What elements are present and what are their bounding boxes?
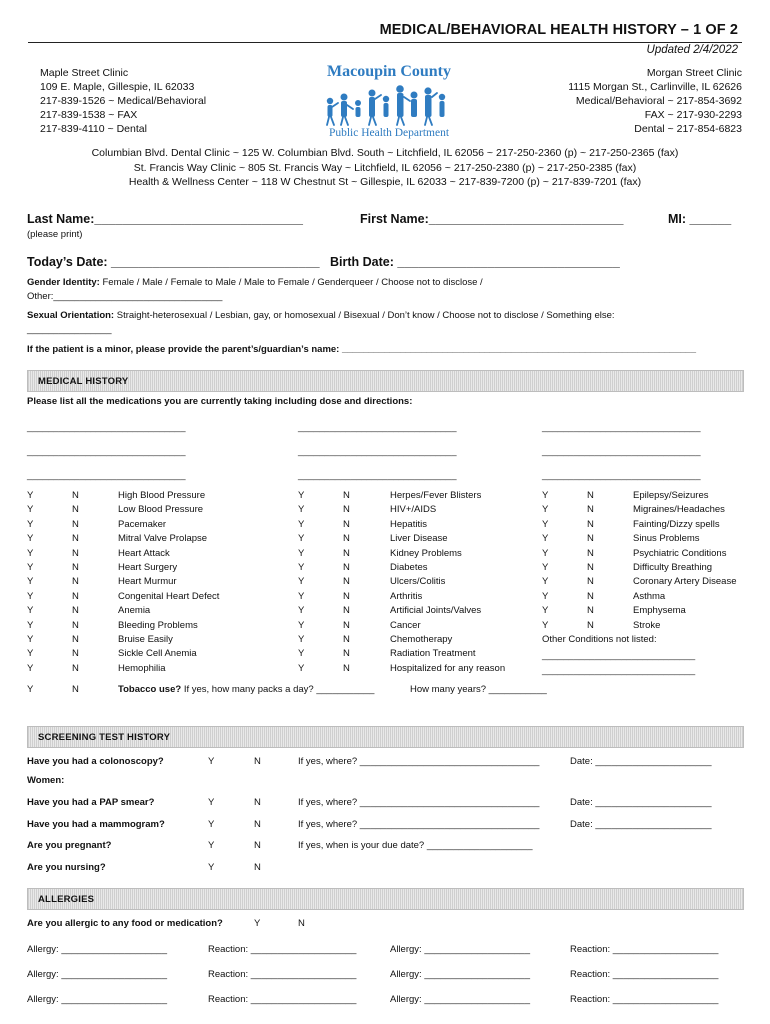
yes-option[interactable]: Y <box>298 619 305 631</box>
clinic-right-line: 1115 Morgan St., Carlinville, IL 62626 <box>568 81 742 93</box>
colonoscopy-yes[interactable]: Y <box>208 756 215 767</box>
no-option[interactable]: N <box>343 590 350 602</box>
yes-option[interactable]: Y <box>298 533 305 545</box>
medication-line[interactable]: ______________________________ <box>27 446 186 457</box>
allergy-field[interactable]: Allergy: ____________________ <box>390 969 530 980</box>
yes-option[interactable]: Y <box>298 605 305 617</box>
no-option[interactable]: N <box>587 518 594 530</box>
screening-history-header <box>27 726 744 748</box>
yes-option[interactable]: Y <box>542 518 549 530</box>
mammogram-date-field[interactable]: Date: ______________________ <box>570 819 712 830</box>
reaction-field[interactable]: Reaction: ____________________ <box>208 944 357 955</box>
logo-title: Macoupin County <box>326 63 452 80</box>
gender-options[interactable]: Female / Male / Female to Male / Male to Female / Genderqueer / Choose not to disclose / <box>102 277 483 288</box>
clinic-left-line: 217-839-1526 ~ Medical/Behavioral <box>40 95 207 107</box>
clinic-left-line: 217-839-4110 ~ Dental <box>40 123 147 135</box>
orientation-label: Sexual Orientation: <box>27 310 115 321</box>
no-option[interactable]: N <box>343 490 350 501</box>
women-label: Women: <box>27 775 65 786</box>
no-column-1 <box>72 489 79 676</box>
no-option[interactable]: N <box>343 648 350 660</box>
condition-label: Hemophilia <box>118 662 166 674</box>
reaction-field[interactable]: Reaction: ____________________ <box>208 969 357 980</box>
no-option[interactable]: N <box>587 619 594 631</box>
yes-option[interactable]: Y <box>542 605 549 617</box>
yes-option[interactable]: Y <box>27 562 34 574</box>
no-option[interactable]: N <box>72 619 79 631</box>
mammogram-no[interactable]: N <box>254 819 261 830</box>
yes-option[interactable]: Y <box>542 562 549 574</box>
medication-line[interactable]: ______________________________ <box>542 422 701 433</box>
clinic-right-line: Morgan Street Clinic <box>646 67 742 79</box>
gender-identity <box>27 277 483 288</box>
tobacco-packs-field[interactable]: If yes, how many packs a day? ___________ <box>183 684 375 695</box>
clinic-line: Columbian Blvd. Dental Clinic ~ 125 W. Columbian Blvd. South ~ Litchfield, IL 62056 ~ 217-250-2360 (p) ~ 217-250-2365 (fax) <box>91 147 679 159</box>
clinic-left <box>40 66 206 136</box>
pap-question: Have you had a PAP smear? <box>27 797 155 808</box>
conditions-column-3 <box>633 489 736 633</box>
yes-option[interactable]: Y <box>542 547 549 559</box>
medication-line[interactable]: ______________________________ <box>298 446 457 457</box>
condition-label: Emphysema <box>633 605 686 617</box>
form-title: MEDICAL/BEHAVIORAL HEALTH HISTORY – 1 OF 2 <box>379 22 738 38</box>
yes-column-1 <box>27 489 33 676</box>
no-option[interactable]: N <box>343 619 350 631</box>
allergic-question: Are you allergic to any food or medication? <box>27 918 223 929</box>
no-option[interactable]: N <box>587 547 594 559</box>
medical-history-title: MEDICAL HISTORY <box>38 376 129 387</box>
yes-option[interactable]: Y <box>27 605 34 617</box>
tobacco-label: Tobacco use? <box>118 684 182 695</box>
yes-option[interactable]: Y <box>542 490 549 501</box>
condition-label: Bleeding Problems <box>118 619 198 631</box>
tobacco-no[interactable]: N <box>72 684 79 695</box>
screening-history-title: SCREENING TEST HISTORY <box>38 732 171 743</box>
condition-label: Liver Disease <box>390 533 448 545</box>
yes-option[interactable]: Y <box>298 562 305 574</box>
no-option[interactable]: N <box>587 562 594 574</box>
no-option[interactable]: N <box>343 605 350 617</box>
clinic-left-line: Maple Street Clinic <box>40 67 129 79</box>
mi-field[interactable]: MI: ______ <box>668 212 732 226</box>
sexual-orientation <box>27 310 615 321</box>
yes-option[interactable]: Y <box>542 533 549 545</box>
first-name-field[interactable]: First Name:____________________________ <box>360 212 624 226</box>
no-option[interactable]: N <box>72 662 79 674</box>
medication-line[interactable]: ______________________________ <box>542 446 701 457</box>
condition-label: High Blood Pressure <box>118 490 206 501</box>
no-option[interactable]: N <box>343 562 350 574</box>
no-option[interactable]: N <box>72 576 79 588</box>
other-clinics <box>0 146 770 190</box>
no-option[interactable]: N <box>72 605 79 617</box>
condition-label: Anemia <box>118 605 151 617</box>
condition-label: Coronary Artery Disease <box>633 576 737 588</box>
reaction-field[interactable]: Reaction: ____________________ <box>570 944 719 955</box>
medication-line[interactable]: ______________________________ <box>298 422 457 433</box>
guardian-name-field[interactable]: If the patient is a minor, please provide the parent’s/guardian’s name: ___________________________________________________________________ <box>27 344 696 355</box>
colonoscopy-date-field[interactable]: Date: ______________________ <box>570 756 712 767</box>
condition-label: Migraines/Headaches <box>633 504 725 516</box>
reaction-field[interactable]: Reaction: ____________________ <box>570 994 719 1005</box>
clinic-left-line: 217-839-1538 ~ FAX <box>40 109 138 121</box>
clinic-right-line: Medical/Behavioral ~ 217-854-3692 <box>575 95 742 107</box>
condition-label: Kidney Problems <box>390 547 462 559</box>
mammogram-question: Have you had a mammogram? <box>27 819 165 830</box>
yes-option[interactable]: Y <box>27 576 34 588</box>
no-option[interactable]: N <box>72 533 79 545</box>
no-option[interactable]: N <box>343 662 350 674</box>
allergies-header <box>27 888 744 910</box>
condition-label: Psychiatric Conditions <box>633 547 727 559</box>
colonoscopy-no[interactable]: N <box>254 756 261 767</box>
mammogram-where-field[interactable]: If yes, where? __________________________________ <box>298 819 540 830</box>
yes-column-3 <box>542 489 548 633</box>
colonoscopy-question: Have you had a colonoscopy? <box>27 756 164 767</box>
clinic-right-line: Dental ~ 217-854-6823 <box>634 123 742 135</box>
yes-option[interactable]: Y <box>542 619 549 631</box>
due-date-field[interactable]: If yes, when is your due date? ____________________ <box>298 840 533 851</box>
no-option[interactable]: N <box>343 533 350 545</box>
condition-label: Bruise Easily <box>118 634 173 646</box>
macoupin-logo <box>314 63 464 143</box>
medication-line[interactable]: ______________________________ <box>27 470 186 481</box>
yes-column-2 <box>298 489 304 676</box>
tobacco-question <box>118 683 374 697</box>
yes-option[interactable]: Y <box>27 619 34 631</box>
condition-label: Radiation Treatment <box>390 648 476 660</box>
yes-option[interactable]: Y <box>298 518 305 530</box>
condition-label: Epilepsy/Seizures <box>633 490 709 501</box>
medication-line[interactable]: ______________________________ <box>542 470 701 481</box>
no-option[interactable]: N <box>72 648 79 660</box>
no-option[interactable]: N <box>587 533 594 545</box>
allergy-field[interactable]: Allergy: ____________________ <box>390 944 530 955</box>
mammogram-yes[interactable]: Y <box>208 819 215 830</box>
nursing-yes[interactable]: Y <box>208 862 215 873</box>
colonoscopy-where-field[interactable]: If yes, where? __________________________________ <box>298 756 540 767</box>
pap-where-field[interactable]: If yes, where? __________________________________ <box>298 797 540 808</box>
condition-label: Heart Surgery <box>118 562 178 574</box>
birth-date-field[interactable]: Birth Date: ________________________________ <box>330 255 620 269</box>
condition-label: Fainting/Dizzy spells <box>633 518 720 530</box>
yes-option[interactable]: Y <box>27 490 34 501</box>
condition-label: Mitral Valve Prolapse <box>118 533 208 545</box>
no-option[interactable]: N <box>587 490 594 501</box>
condition-label: Heart Murmur <box>118 576 177 588</box>
yes-option[interactable]: Y <box>542 576 549 588</box>
pregnant-question: Are you pregnant? <box>27 840 112 851</box>
yes-option[interactable]: Y <box>298 504 305 516</box>
allergic-yes[interactable]: Y <box>254 918 261 929</box>
yes-option[interactable]: Y <box>27 504 34 516</box>
condition-label: Arthritis <box>390 590 423 602</box>
no-option[interactable]: N <box>343 504 350 516</box>
no-option[interactable]: N <box>343 576 350 588</box>
orientation-other-field[interactable]: ________________ <box>27 324 112 335</box>
no-option[interactable]: N <box>587 605 594 617</box>
yes-option[interactable]: Y <box>298 648 305 660</box>
condition-label: Hospitalized for any reason <box>390 662 506 674</box>
pregnant-no[interactable]: N <box>254 840 261 851</box>
gender-label: Gender Identity: <box>27 277 100 288</box>
clinic-right-line: FAX ~ 217-930-2293 <box>644 109 742 121</box>
gender-other-field[interactable]: Other:________________________________ <box>27 291 223 302</box>
clinic-right <box>568 66 742 136</box>
no-option[interactable]: N <box>72 590 79 602</box>
no-option[interactable]: N <box>587 590 594 602</box>
condition-label: Congenital Heart Defect <box>118 590 220 602</box>
family-figures-icon <box>320 83 458 127</box>
no-option[interactable]: N <box>72 634 79 646</box>
yes-option[interactable]: Y <box>27 590 34 602</box>
allergy-field[interactable]: Allergy: ____________________ <box>27 969 167 980</box>
please-print-note: (please print) <box>27 229 83 240</box>
yes-option[interactable]: Y <box>298 662 305 674</box>
condition-label: Artificial Joints/Valves <box>390 605 482 617</box>
title-rule <box>28 42 742 43</box>
no-option[interactable]: N <box>343 547 350 559</box>
yes-option[interactable]: Y <box>298 490 305 501</box>
reaction-field[interactable]: Reaction: ____________________ <box>208 994 357 1005</box>
yes-option[interactable]: Y <box>542 590 549 602</box>
medication-line[interactable]: ______________________________ <box>27 422 186 433</box>
condition-label: Herpes/Fever Blisters <box>390 490 482 501</box>
nursing-question: Are you nursing? <box>27 862 106 873</box>
allergies-title: ALLERGIES <box>38 894 95 905</box>
pregnant-yes[interactable]: Y <box>208 840 215 851</box>
other-conditions-label: Other Conditions not listed: <box>542 634 657 645</box>
yes-option[interactable]: Y <box>298 634 305 646</box>
clinic-line: St. Francis Way Clinic ~ 805 St. Francis Way ~ Litchfield, IL 62056 ~ 217-250-2380 (p) ~ 217-250-2385 (fax) <box>133 161 637 174</box>
yes-option[interactable]: Y <box>27 518 34 530</box>
pap-no[interactable]: N <box>254 797 261 808</box>
condition-label: Sickle Cell Anemia <box>118 648 197 660</box>
no-column-2 <box>343 489 350 676</box>
allergy-field[interactable]: Allergy: ____________________ <box>390 994 530 1005</box>
clinic-line: Health & Wellness Center ~ 118 W Chestnut St ~ Gillespie, IL 62033 ~ 217-839-7200 (p) ~ 217-839-7201 (fax) <box>128 176 642 188</box>
last-name-field[interactable]: Last Name:______________________________ <box>27 212 303 226</box>
yes-option[interactable]: Y <box>27 533 34 545</box>
yes-option[interactable]: Y <box>27 648 34 660</box>
condition-label: HIV+/AIDS <box>390 504 437 516</box>
condition-label: Heart Attack <box>118 547 170 559</box>
condition-label: Hepatitis <box>390 518 427 530</box>
clinic-left-line: 109 E. Maple, Gillespie, IL 62033 <box>40 81 195 93</box>
no-column-3 <box>587 489 594 633</box>
no-option[interactable]: N <box>72 518 79 530</box>
yes-option[interactable]: Y <box>27 634 34 646</box>
logo-subtitle: Public Health Department <box>328 127 450 139</box>
tobacco-yes[interactable]: Y <box>27 684 34 695</box>
condition-label: Sinus Problems <box>633 533 700 545</box>
medication-line[interactable]: ______________________________ <box>298 470 457 481</box>
yes-option[interactable]: Y <box>542 504 549 516</box>
todays-date-field[interactable]: Today’s Date: ______________________________ <box>27 255 320 269</box>
allergic-no[interactable]: N <box>298 918 305 929</box>
no-option[interactable]: N <box>72 490 79 501</box>
conditions-column-2 <box>390 489 505 676</box>
nursing-no[interactable]: N <box>254 862 261 873</box>
yes-option[interactable]: Y <box>27 662 34 674</box>
reaction-field[interactable]: Reaction: ____________________ <box>570 969 719 980</box>
condition-label: Ulcers/Colitis <box>390 576 446 588</box>
yes-option[interactable]: Y <box>298 590 305 602</box>
no-option[interactable]: N <box>72 547 79 559</box>
condition-label: Low Blood Pressure <box>118 504 204 516</box>
pap-date-field[interactable]: Date: ______________________ <box>570 797 712 808</box>
condition-label: Diabetes <box>390 562 428 574</box>
condition-label: Stroke <box>633 619 661 631</box>
medical-history-header <box>27 370 744 392</box>
tobacco-years-field[interactable]: How many years? ___________ <box>410 684 547 695</box>
condition-label: Chemotherapy <box>390 634 453 646</box>
allergy-field[interactable]: Allergy: ____________________ <box>27 994 167 1005</box>
medications-instructions: Please list all the medications you are currently taking including dose and directions: <box>27 396 413 407</box>
no-option[interactable]: N <box>587 576 594 588</box>
allergy-field[interactable]: Allergy: ____________________ <box>27 944 167 955</box>
condition-label: Asthma <box>633 590 666 602</box>
yes-option[interactable]: Y <box>298 576 305 588</box>
no-option[interactable]: N <box>343 518 350 530</box>
no-option[interactable]: N <box>343 634 350 646</box>
no-option[interactable]: N <box>587 504 594 516</box>
yes-option[interactable]: Y <box>27 547 34 559</box>
no-option[interactable]: N <box>72 504 79 516</box>
pap-yes[interactable]: Y <box>208 797 215 808</box>
condition-label: Difficulty Breathing <box>633 562 713 574</box>
no-option[interactable]: N <box>72 562 79 574</box>
orientation-options[interactable]: Straight-heterosexual / Lesbian, gay, or homosexual / Bisexual / Don’t know / Choose not to disclose / Something else: <box>116 310 615 321</box>
condition-label: Cancer <box>390 619 421 631</box>
other-condition-line[interactable]: _____________________________ <box>542 665 696 676</box>
conditions-column-1 <box>118 489 219 676</box>
updated-date: Updated 2/4/2022 <box>646 44 738 56</box>
other-condition-line[interactable]: _____________________________ <box>542 650 696 661</box>
condition-label: Pacemaker <box>118 518 167 530</box>
yes-option[interactable]: Y <box>298 547 305 559</box>
